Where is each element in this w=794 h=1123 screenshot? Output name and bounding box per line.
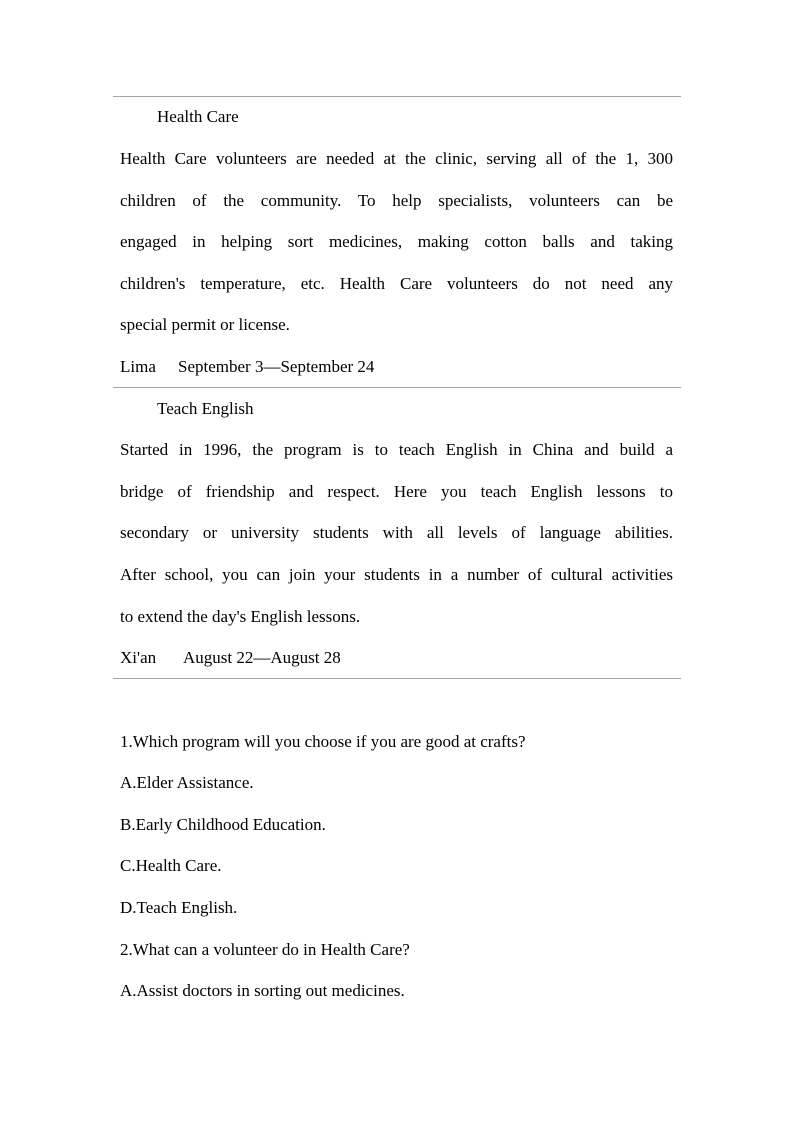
question-option: D.Teach English. xyxy=(120,898,238,917)
section-divider xyxy=(113,96,681,97)
question-option: B.Early Childhood Education. xyxy=(120,815,326,834)
section-body-line: engaged in helping sort medicines, making cotton balls and taking xyxy=(120,232,673,251)
section-body-line: special permit or license. xyxy=(120,315,290,334)
section-body-line: After school, you can join your students in a number of cultural activities xyxy=(120,565,673,584)
question-stem: 2.What can a volunteer do in Health Care? xyxy=(120,940,410,959)
section-title: Teach English xyxy=(157,399,254,418)
section-body-line: children of the community. To help specialists, volunteers can be xyxy=(120,191,673,210)
section-meta xyxy=(120,648,673,668)
section-meta xyxy=(120,357,673,377)
section-body-line: secondary or university students with all levels of language abilities. xyxy=(120,523,673,542)
section-body-line: children's temperature, etc. Health Care volunteers do not need any xyxy=(120,274,673,293)
section-dates: September 3—September 24 xyxy=(178,357,375,376)
section-location: Lima xyxy=(120,357,156,376)
question-option: A.Elder Assistance. xyxy=(120,773,254,792)
section-location: Xi'an xyxy=(120,648,157,667)
section-body-line: bridge of friendship and respect. Here you teach English lessons to xyxy=(120,482,673,501)
section-body-line: to extend the day's English lessons. xyxy=(120,607,361,626)
section-divider xyxy=(113,678,681,679)
question-option: C.Health Care. xyxy=(120,856,222,875)
section-dates: August 22—August 28 xyxy=(183,648,341,667)
question-option: A.Assist doctors in sorting out medicines. xyxy=(120,981,405,1000)
section-title: Health Care xyxy=(157,107,239,126)
question-stem: 1.Which program will you choose if you are good at crafts? xyxy=(120,732,526,751)
section-divider xyxy=(113,387,681,388)
section-body-line: Started in 1996, the program is to teach English in China and build a xyxy=(120,440,673,459)
section-body-line: Health Care volunteers are needed at the clinic, serving all of the 1, 300 xyxy=(120,149,673,168)
